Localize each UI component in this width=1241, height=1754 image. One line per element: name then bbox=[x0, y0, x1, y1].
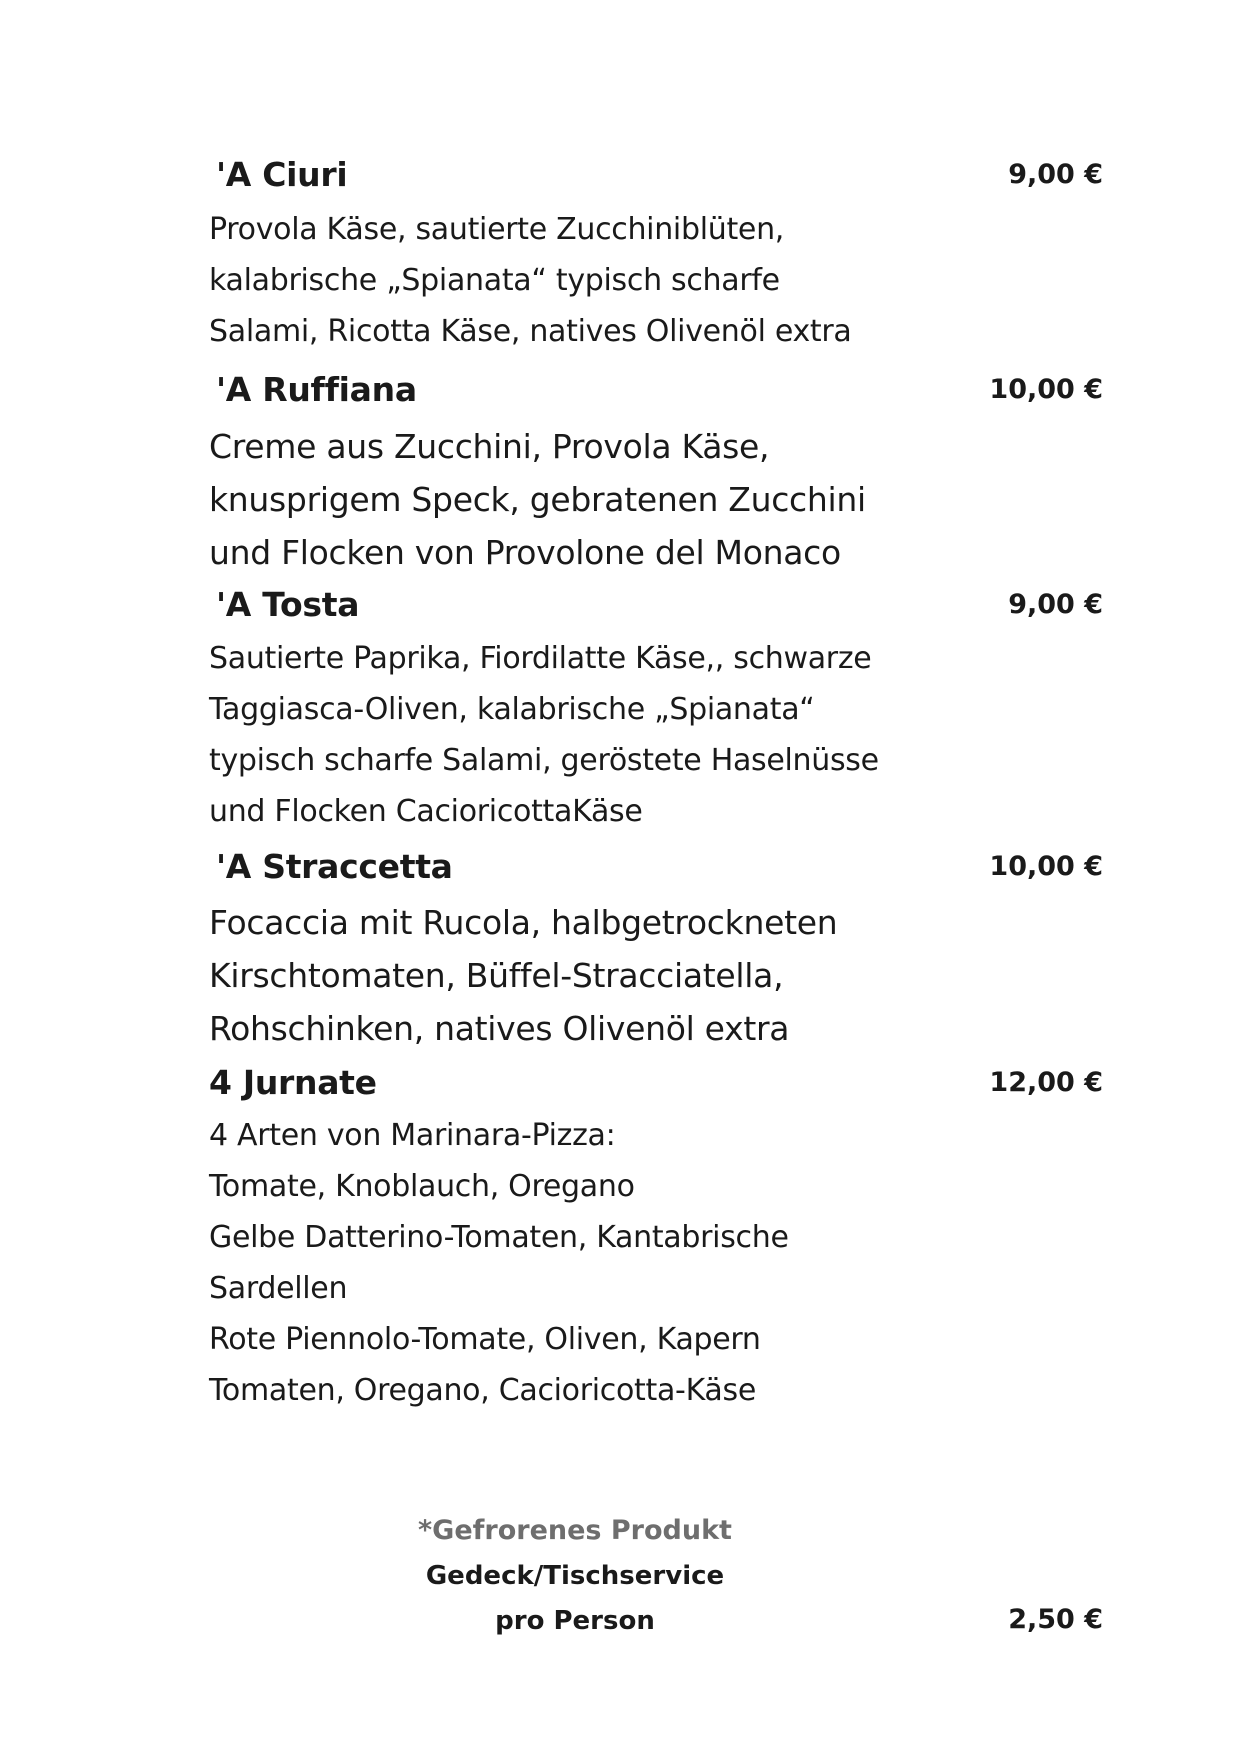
description-line: Tomate, Knoblauch, Oregano bbox=[209, 1169, 635, 1204]
menu-item-description bbox=[209, 633, 879, 837]
frozen-product-note: *Gefrorenes Produkt bbox=[418, 1515, 732, 1546]
description-line: Sardellen bbox=[209, 1271, 348, 1306]
description-line: kalabrische „Spianata“ typisch scharfe bbox=[209, 263, 780, 298]
description-line: Kirschtomaten, Büffel-Stracciatella, bbox=[209, 956, 784, 995]
description-line: Sautierte Paprika, Fiordilatte Käse,, schwarze bbox=[209, 641, 872, 676]
description-line: knusprigem Speck, gebratenen Zucchini bbox=[209, 480, 866, 519]
menu-item-title: 'A Ruffiana bbox=[216, 370, 417, 409]
menu-item-price: 10,00 € bbox=[989, 851, 1103, 882]
description-line: Tomaten, Oregano, Cacioricotta-Käse bbox=[209, 1373, 756, 1408]
cover-charge-label: Gedeck/Tischservice bbox=[425, 1561, 725, 1591]
cover-charge-price: 2,50 € bbox=[1008, 1604, 1103, 1635]
menu-item-description bbox=[209, 1110, 789, 1416]
menu-item-title: 'A Ciuri bbox=[216, 155, 348, 194]
description-line: Rote Piennolo-Tomate, Oliven, Kapern bbox=[209, 1322, 761, 1357]
description-line: Salami, Ricotta Käse, natives Olivenöl extra bbox=[209, 314, 852, 349]
menu-item-description bbox=[209, 896, 837, 1055]
per-person-label: pro Person bbox=[495, 1606, 655, 1636]
menu-item-price: 12,00 € bbox=[989, 1067, 1103, 1098]
menu-item-title: 4 Jurnate bbox=[209, 1063, 377, 1102]
description-line: und Flocken CacioricottaKäse bbox=[209, 794, 643, 829]
menu-item-description bbox=[209, 420, 866, 579]
menu-item-description bbox=[209, 204, 852, 357]
menu-item-price: 10,00 € bbox=[989, 374, 1103, 405]
menu-item-price: 9,00 € bbox=[1008, 159, 1103, 190]
description-line: und Flocken von Provolone del Monaco bbox=[209, 533, 841, 572]
description-line: 4 Arten von Marinara-Pizza: bbox=[209, 1118, 616, 1153]
description-line: Creme aus Zucchini, Provola Käse, bbox=[209, 427, 770, 466]
description-line: Taggiasca-Oliven, kalabrische „Spianata“ bbox=[209, 692, 815, 727]
menu-item-title: 'A Straccetta bbox=[216, 847, 453, 886]
description-line: Focaccia mit Rucola, halbgetrockneten bbox=[209, 903, 838, 942]
description-line: Rohschinken, natives Olivenöl extra bbox=[209, 1009, 790, 1048]
menu-item-price: 9,00 € bbox=[1008, 589, 1103, 620]
description-line: Gelbe Datterino-Tomaten, Kantabrische bbox=[209, 1220, 789, 1255]
description-line: typisch scharfe Salami, geröstete Haselnüsse bbox=[209, 743, 879, 778]
menu-item-title: 'A Tosta bbox=[216, 585, 360, 624]
description-line: Provola Käse, sautierte Zucchiniblüten, bbox=[209, 212, 785, 247]
